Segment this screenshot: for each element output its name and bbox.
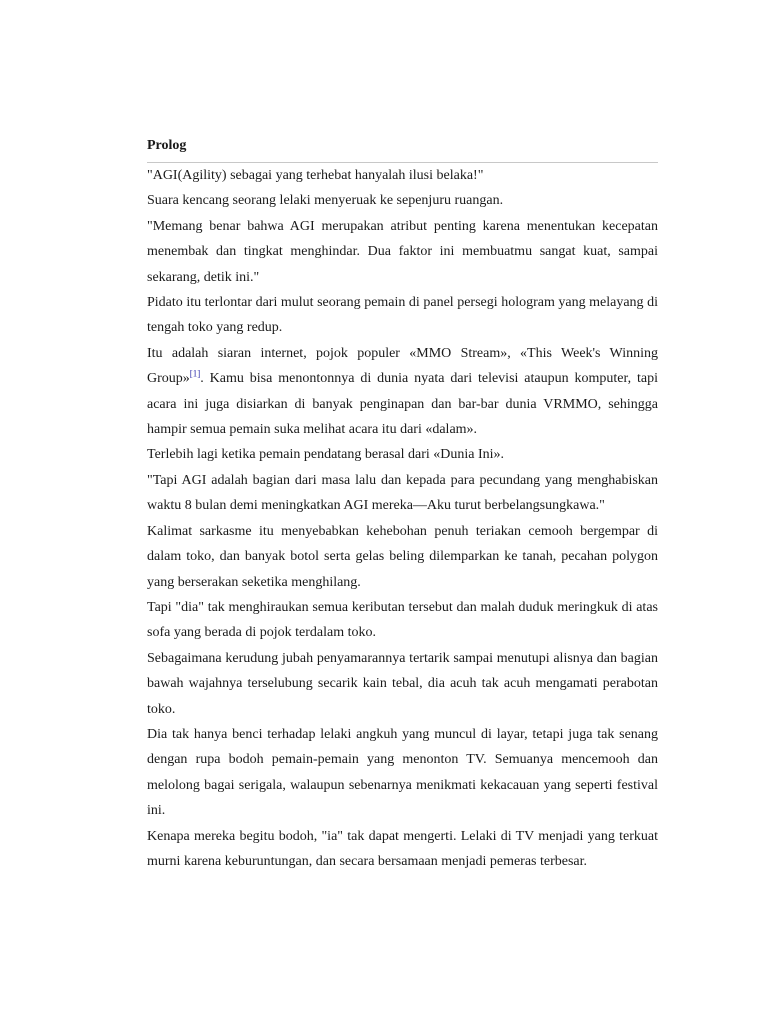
chapter-heading: Prolog bbox=[147, 136, 658, 163]
paragraph-5-text-after: . Kamu bisa menontonnya di dunia nyata dari televisi ataupun komputer, tapi acara ini juga disiarkan di banyak penginapan dan bar-bar dunia VRMMO, sehingga hampir semua pemain suka melihat acara itu dari «dalam». bbox=[147, 371, 658, 438]
paragraph-1: "AGI(Agility) sebagai yang terhebat hanyalah ilusi belaka!" bbox=[147, 168, 484, 183]
body-text bbox=[147, 163, 658, 874]
document-page bbox=[147, 136, 658, 874]
paragraph-5-text: Itu adalah siaran internet, pojok populer «MMO Stream», «This Week's Winning Group» bbox=[147, 345, 658, 387]
paragraph-2: Suara kencang seorang lelaki menyeruak ke sepenjuru ruangan. bbox=[147, 193, 504, 209]
paragraph-12: Kenapa mereka begitu bodoh, "ia" tak dapat mengerti. Lelaki di TV menjadi yang terkuat murni karena keburuntungan, dan secara bersamaan menjadi pemeras terbesar. bbox=[147, 828, 658, 869]
paragraph-11: Dia tak hanya benci terhadap lelaki angkuh yang muncul di layar, tetapi juga tak senang dengan rupa bodoh pemain-pemain yang menonton TV. Semuanya mencemooh dan melolong bagai serigala, walaupun sebenarnya menikmati kekacauan yang seperti festival ini. bbox=[147, 726, 658, 819]
paragraph-8: Kalimat sarkasme itu menyebabkan kehebohan penuh teriakan cemooh bergempar di dalam toko, dan banyak botol serta gelas beling dilemparkan ke tanah, pecahan polygon yang berserakan seketika menghilang. bbox=[147, 523, 658, 590]
paragraph-6: Terlebih lagi ketika pemain pendatang berasal dari «Dunia Ini». bbox=[147, 447, 505, 463]
paragraph-10: Sebagaimana kerudung jubah penyamarannya tertarik sampai menutupi alisnya dan bagian bawah wajahnya terselubung secarik kain tebal, dia acuh tak acuh mengamati perabotan toko. bbox=[147, 650, 658, 717]
paragraph-4: Pidato itu terlontar dari mulut seorang pemain di panel persegi hologram yang melayang di tengah toko yang redup. bbox=[147, 295, 658, 336]
paragraph-5 bbox=[147, 341, 658, 443]
paragraph-7: "Tapi AGI adalah bagian dari masa lalu dan kepada para pecundang yang menghabiskan waktu 8 bulan demi meningkatkan AGI mereka—Aku turut berbelangsungkawa." bbox=[147, 472, 658, 514]
footnote-link[interactable]: [1] bbox=[189, 368, 201, 379]
paragraph-9: Tapi "dia" tak menghiraukan semua keributan tersebut dan malah duduk meringkuk di atas sofa yang berada di pojok terdalam toko. bbox=[147, 599, 658, 641]
paragraph-3: "Memang benar bahwa AGI merupakan atribut penting karena menentukan kecepatan menembak dan tingkat menghindar. Dua faktor ini membuatmu sangat kuat, sampai sekarang, detik ini." bbox=[147, 218, 658, 285]
